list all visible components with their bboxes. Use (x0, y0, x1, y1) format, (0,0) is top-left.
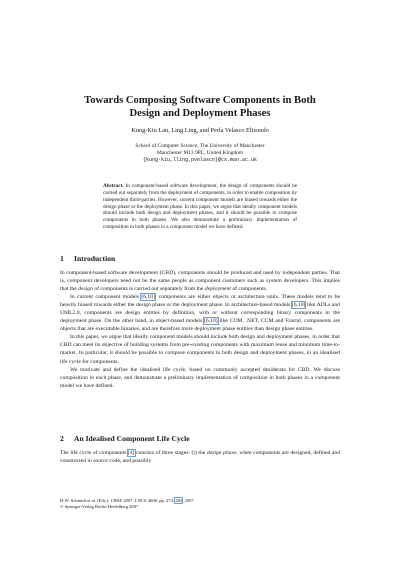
text-run: The life cycle of components (60, 450, 128, 456)
citation-link[interactable]: [4] (127, 450, 135, 456)
citation-link[interactable]: [6,10] (141, 294, 155, 301)
section-heading-introduction (60, 254, 340, 263)
text-run: , 2007. (182, 498, 195, 503)
page-range-link[interactable]: 282 (175, 498, 183, 503)
text-run: , components are either objects or architecture units. These models tend to be heavily biased towards either the design phase or the deployment phase. In architecture-based models (60, 294, 340, 309)
paragraph: We motivate and define the idealised life cycle, based on commonly accepted desiderata for CBD. We discuss composition in each phase, and demonstrate a preliminary implementation of composition in both phases in a component model we have defined. (60, 366, 340, 389)
text-run: of components. (230, 286, 268, 293)
text-run: like ADLs and UML2.0, components are design entities by definition, with or without corresponding binary components in the deployment phase. On the other hand, in object-based models (60, 302, 340, 325)
paragraph (60, 449, 340, 465)
copyright-notice: © Springer-Verlag Berlin Heidelberg 2007 (60, 504, 139, 509)
text-run: In current component models (70, 294, 142, 301)
citation-link[interactable]: [6,10] (204, 318, 218, 325)
affiliation-email: {kung-kiu,lling,pvelasco}@cs.man.ac.uk (142, 157, 258, 163)
title-line-1: Towards Composing Software Components in Both (84, 95, 316, 106)
publication-footer (60, 498, 340, 510)
text-run: , when components are designed, defined and constructed in source code, and possibly (60, 450, 340, 465)
text-run: In component-based software development (CBD), components should be produced and used by independent parties. That is, component developers need not be the same people as component customers such as system developers. This implies that the (60, 270, 340, 293)
section-number: 2 (60, 434, 64, 443)
affiliation-address: Manchester M13 9PL, United Kingdom (156, 150, 244, 156)
text-run: of components is carried out separately from the (92, 286, 205, 293)
affiliation (40, 143, 360, 164)
abstract (103, 183, 297, 231)
emphasis: design phase (206, 450, 237, 456)
introduction-body (60, 269, 340, 390)
abstract-text: In component-based software development, the design of components should be carried out separately from the deployment of components, in order to enable composition by independent third-parties. However, current component models are biased towards either the design phase or the deployment phase. In this paper, we argue that ideally component models should include both design and deployment phases, and it should be possible to compose components in both phases. We also demonstrate a preliminary implementation of composition in both phases in a component model we have defined. (103, 183, 297, 231)
paragraph (60, 293, 340, 333)
emphasis: deployment (204, 286, 231, 293)
section-title: Introduction (74, 254, 116, 263)
paragraph (60, 269, 340, 293)
author-list: Kung-Kiu Lau, Ling Ling, and Perla Velasco Elizondo (131, 127, 269, 134)
text-run: consists of three stages: (i) the (134, 450, 207, 456)
emphasis: design (78, 286, 93, 293)
citation-link[interactable]: [6,10] (291, 302, 306, 309)
title-line-2: Design and Deployment Phases (129, 108, 271, 119)
life-cycle-body (60, 449, 340, 465)
section-number: 1 (60, 254, 64, 263)
abstract-label: Abstract. (103, 183, 124, 189)
paper-title (40, 94, 360, 120)
paragraph: In this paper, we argue that ideally component models should include both design and deployment phases, in order that CBD can meet its objective of building systems from pre-existing components with maximum reuse and minimum time-to-market. In particular, it should be possible to compose components in both design and deployment phases, in an idealised life cycle for components. (60, 334, 340, 365)
text-run: H.W. Schmidt et al. (Eds.): CBSE 2007, LNCS 4608, pp. 274– (60, 498, 176, 503)
text-run: like COM, .NET, CCM and Fractal, components are objects that are executable binaries, and are therefore more deployment phase entities than design phase entities. (60, 318, 341, 333)
affiliation-school: School of Computer Science, The University of Manchester (135, 143, 265, 149)
section-title: An Idealised Component Life Cycle (74, 434, 190, 443)
section-heading-life-cycle (60, 434, 340, 443)
